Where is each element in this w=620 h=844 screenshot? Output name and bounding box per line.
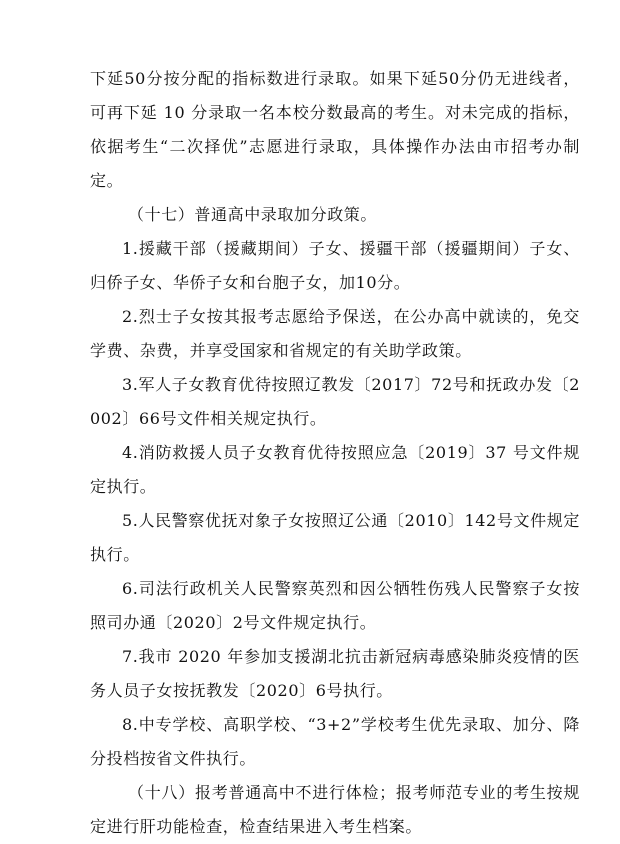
list-item-7: 7.我市 2020 年参加支援湖北抗击新冠病毒感染肺炎疫情的医务人员子女按抚教发〔2020〕6号执行。 [90, 647, 580, 700]
continuation-paragraph: 下延50分按分配的指标数进行录取。如果下延50分仍无进线者，可再下延 10 分录取一名本校分数最高的考生。对未完成的指标，依据考生“二次择优”志愿进行录取，具体操作办法由市招考办制定。 [90, 69, 580, 190]
list-item-2: 2.烈士子女按其报考志愿给予保送，在公办高中就读的，免交学费、杂费，并享受国家和省规定的有关助学政策。 [90, 307, 580, 360]
list-item-6: 6.司法行政机关人民警察英烈和因公牺牲伤残人民警察子女按照司办通〔2020〕2号文件规定执行。 [90, 579, 580, 632]
list-item-8: 8.中专学校、高职学校、“3+2”学校考生优先录取、加分、降分投档按省文件执行。 [90, 715, 580, 768]
list-item-3: 3.军人子女教育优待按照辽教发〔2017〕72号和抚政办发〔2002〕66号文件相关规定执行。 [90, 375, 580, 428]
section-heading-18: （十八）报考普通高中不进行体检；报考师范专业的考生按规定进行肝功能检查，检查结果进入考生档案。 [90, 783, 580, 836]
list-item-5: 5.人民警察优抚对象子女按照辽公通〔2010〕142号文件规定执行。 [90, 511, 580, 564]
list-item-4: 4.消防救援人员子女教育优待按照应急〔2019〕37 号文件规定执行。 [90, 443, 580, 496]
list-item-1: 1.援藏干部（援藏期间）子女、援疆干部（援疆期间）子女、归侨子女、华侨子女和台胞子女，加10分。 [90, 239, 580, 292]
document-page [90, 62, 580, 844]
section-heading-17: （十七）普通高中录取加分政策。 [128, 205, 378, 224]
